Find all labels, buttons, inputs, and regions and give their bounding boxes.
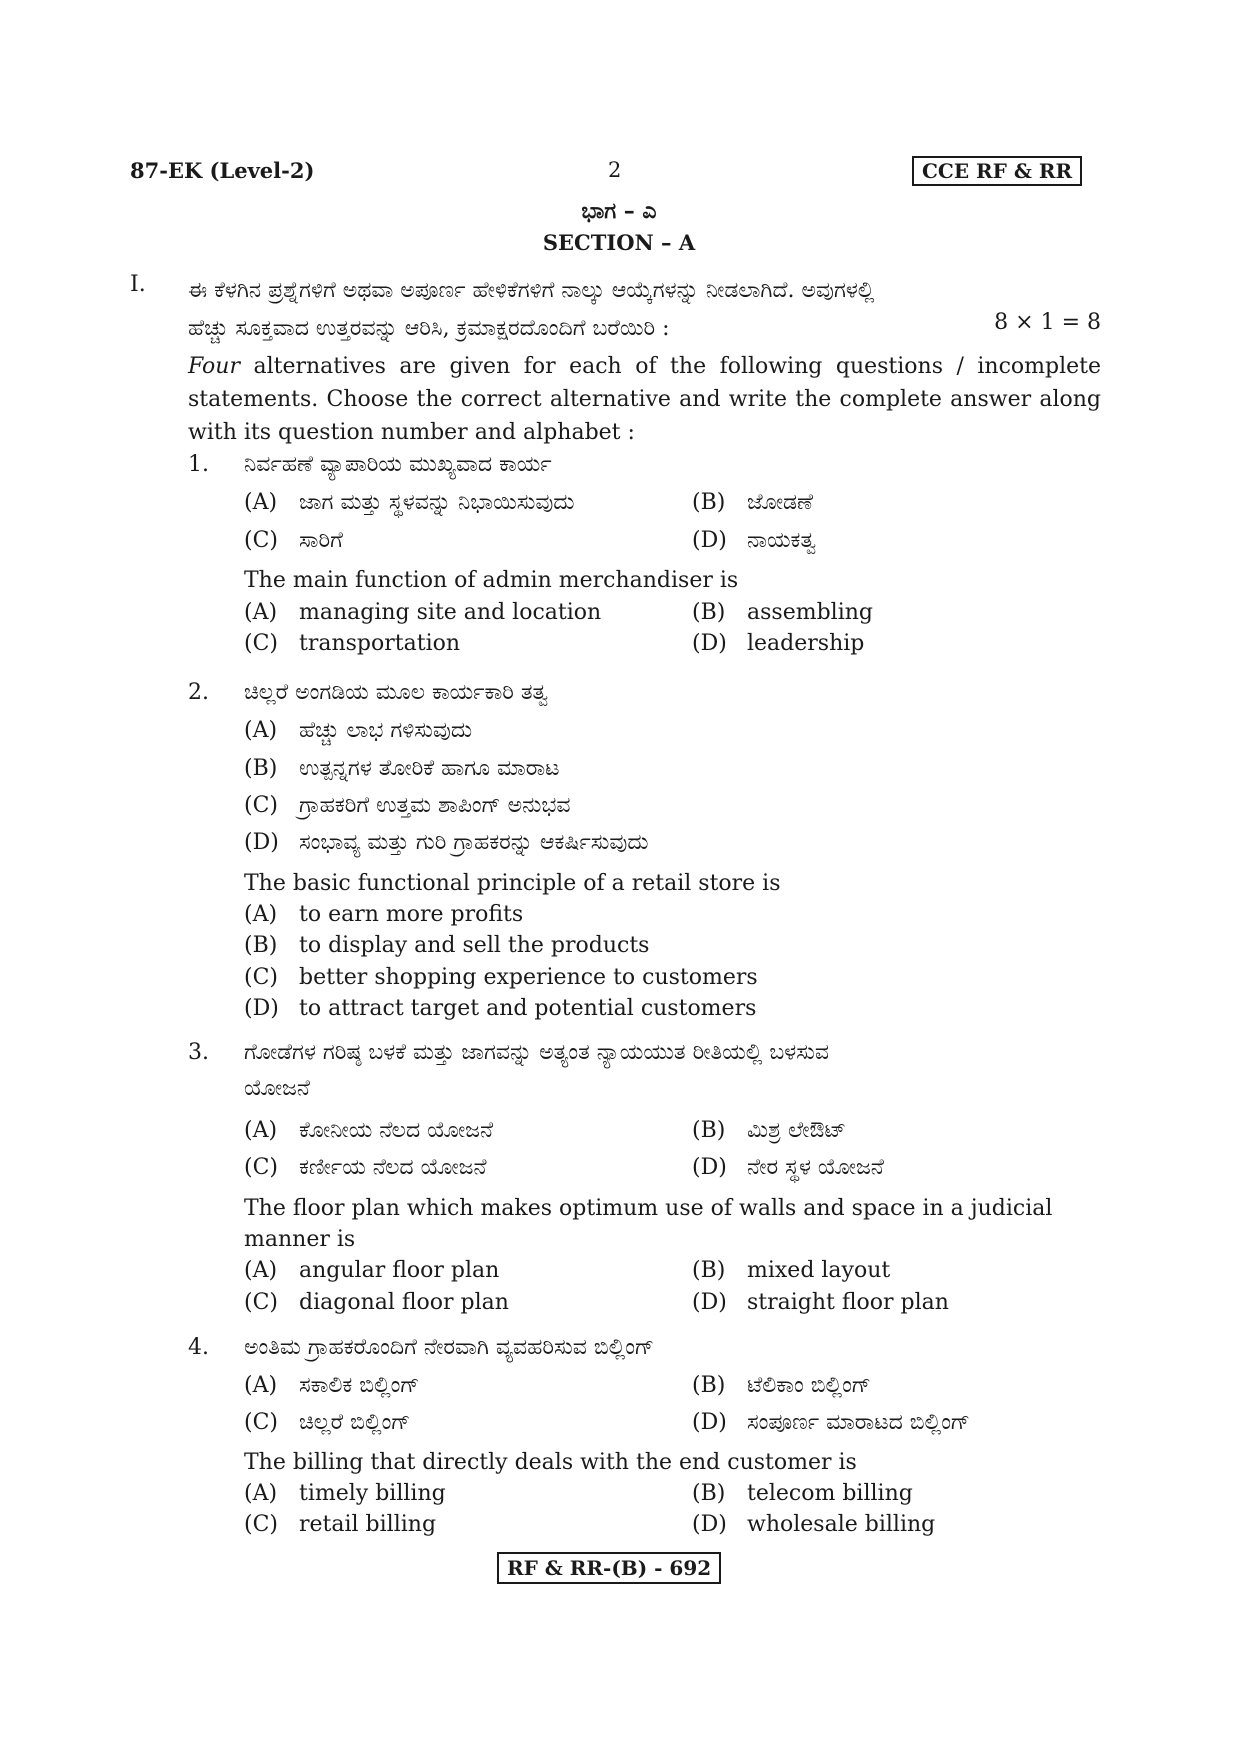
exam-page: 87-EK (Level-2) 2 CCE RF & RR ಭಾಗ – ಎ SECTION – A I. ಈ ಕೆಳಗಿನ ಪ್ರಶ್ನೆಗಳಿಗೆ ಅಥವಾ ಅಪೂರ್ಣ ಹೇಳಿಕೆಗಳಿಗೆ ನಾಲ್ಕು ಆಯ್ಕೆಗಳನ್ನು ನೀಡಲಾಗಿದೆ. ಅವುಗಳಲ್ಲಿ ಹೆಚ್ಚು ಸೂಕ್ತವಾದ ಉತ್ತರವನ್ನು ಆರಿಸಿ, ಕ್ರಮಾಕ್ಷರದೊಂದಿಗೆ ಬರೆಯಿರಿ : 8 × 1 = 8 Four alternatives are given for each of the following questions / incomplete statements. Choose the correct alternative and write the complete answer along with its question number and alphabet : 1. ನಿರ್ವಹಣೆ ವ್ಯಾಪಾರಿಯ ಮುಖ್ಯವಾದ ಕಾರ್ಯ (A) ಜಾಗ ಮತ್ತು ಸ್ಥಳವನ್ನು ನಿಭಾಯಿಸುವುದು (B) ಜೋಡಣೆ (C) ಸಾರಿಗೆ (D) ನಾಯಕತ್ವ The main function of admin merchandiser is (A) managing site and location (B) assembling (C) transportation (D) leadership 2. ಚಿಲ್ಲರೆ ಅಂಗಡಿಯ ಮೂಲ ಕಾರ್ಯಕಾರಿ ತತ್ವ (A) ಹೆಚ್ಚು ಲಾಭ ಗಳಿಸುವುದು (B) ಉತ್ಪನ್ನಗಳ ತೋರಿಕೆ ಹಾಗೂ ಮಾರಾಟ (C) ಗ್ರಾಹಕರಿಗೆ ಉತ್ತಮ ಶಾಪಿಂಗ್ ಅನುಭವ (D) ಸಂಭಾವ್ಯ ಮತ್ತು ಗುರಿ ಗ್ರಾಹಕರನ್ನು ಆಕರ್ಷಿಸುವುದು The basic functional principle of a retail store is (A) to earn more profits (B) to display and sell the products (C) better shopping experience to customers (D) to attract target and potential customers 3. ಗೋಡೆಗಳ ಗರಿಷ್ಠ ಬಳಕೆ ಮತ್ತು ಜಾಗವನ್ನು ಅತ್ಯಂತ ನ್ಯಾಯಯುತ ರೀತಿಯಲ್ಲಿ ಬಳಸುವ ಯೋಜನೆ (A) ಕೋನೀಯ ನೆಲದ ಯೋಜನೆ (B) ಮಿಶ್ರ ಲೇಔಟ್ (C) ಕರ್ಣೀಯ ನೆಲದ ಯೋಜನೆ (D) ನೇರ ಸ್ಥಳ ಯೋಜನೆ The floor plan which makes optimum use of walls and space in a judicial manner is (A) angular floor plan (B) mixed layout (C) diagonal floor plan (D) straight floor plan 4. ಅಂತಿಮ ಗ್ರಾಹಕರೊಂದಿಗೆ ನೇರವಾಗಿ ವ್ಯವಹರಿಸುವ ಬಿಲ್ಲಿಂಗ್ (A) ಸಕಾಲಿಕ ಬಿಲ್ಲಿಂಗ್ (B) ಟೆಲಿಕಾಂ ಬಿಲ್ಲಿಂಗ್ (C) ಚಿಲ್ಲರೆ ಬಿಲ್ಲಿಂಗ್ (D) ಸಂಪೂರ್ಣ ಮಾರಾಟದ ಬಿಲ್ಲಿಂಗ್ The billing that directly deals with the end customer is (A) timely billing (B) telecom billing (C) retail billing (D) wholesale billing RF & RR-(B) - 692 (0, 0, 1238, 1752)
question-kannada-line1: ಗೋಡೆಗಳ ಗರಿಷ್ಠ ಬಳಕೆ ಮತ್ತು ಜಾಗವನ್ನು ಅತ್ಯಂತ ನ್ಯಾಯಯುತ ರೀತಿಯಲ್ಲಿ ಬಳಸುವ (244, 1040, 830, 1065)
paper-code: 87-EK (Level-2) (130, 158, 315, 183)
footer-code-box: RF & RR-(B) - 692 (497, 1552, 721, 1584)
question-kannada: ಚಿಲ್ಲರೆ ಅಂಗಡಿಯ ಮೂಲ ಕಾರ್ಯಕಾರಿ ತತ್ವ (244, 680, 549, 705)
question-number: 3. (188, 1040, 209, 1065)
section-title-english: SECTION – A (542, 230, 696, 255)
question-english: The billing that directly deals with the end customer is (244, 1450, 857, 1475)
instruction-english (188, 350, 1101, 449)
question-english-line2: manner is (244, 1227, 356, 1252)
question-kannada: ನಿರ್ವಹಣೆ ವ್ಯಾಪಾರಿಯ ಮುಖ್ಯವಾದ ಕಾರ್ಯ (244, 452, 552, 477)
question-english: The main function of admin merchandiser is (244, 568, 739, 593)
instruction-english-italic: Four (188, 354, 240, 379)
instruction-number: I. (130, 272, 146, 297)
question-kannada-line2: ಯೋಜನೆ (244, 1076, 310, 1101)
instruction-english-text: alternatives are given for each of the following questions / incomplete statements. Choose the correct alternative and write the complete answer along with its question number and alphabet : (188, 354, 1101, 445)
question-number: 4. (188, 1335, 209, 1360)
question-number: 2. (188, 680, 209, 705)
page-number: 2 (608, 158, 622, 182)
exam-label-box: CCE RF & RR (912, 156, 1082, 186)
question-english: The basic functional principle of a retail store is (244, 871, 781, 896)
instruction-kannada-line1: ಈ ಕೆಳಗಿನ ಪ್ರಶ್ನೆಗಳಿಗೆ ಅಥವಾ ಅಪೂರ್ಣ ಹೇಳಿಕೆಗಳಿಗೆ ನಾಲ್ಕು ಆಯ್ಕೆಗಳನ್ನು ನೀಡಲಾಗಿದೆ. ಅವುಗಳಲ್ಲಿ (188, 278, 875, 303)
question-english-line1: The floor plan which makes optimum use of walls and space in a judicial (244, 1196, 1053, 1221)
instruction-kannada (188, 272, 1101, 348)
question-number: 1. (188, 452, 209, 477)
section-title-kannada: ಭಾಗ – ಎ (581, 198, 657, 224)
instruction-kannada-line2: ಹೆಚ್ಚು ಸೂಕ್ತವಾದ ಉತ್ತರವನ್ನು ಆರಿಸಿ, ಕ್ರಮಾಕ್ಷರದೊಂದಿಗೆ ಬರೆಯಿರಿ : (188, 316, 670, 341)
marks-formula: 8 × 1 = 8 (994, 310, 1101, 335)
question-kannada: ಅಂತಿಮ ಗ್ರಾಹಕರೊಂದಿಗೆ ನೇರವಾಗಿ ವ್ಯವಹರಿಸುವ ಬಿಲ್ಲಿಂಗ್ (244, 1335, 655, 1360)
